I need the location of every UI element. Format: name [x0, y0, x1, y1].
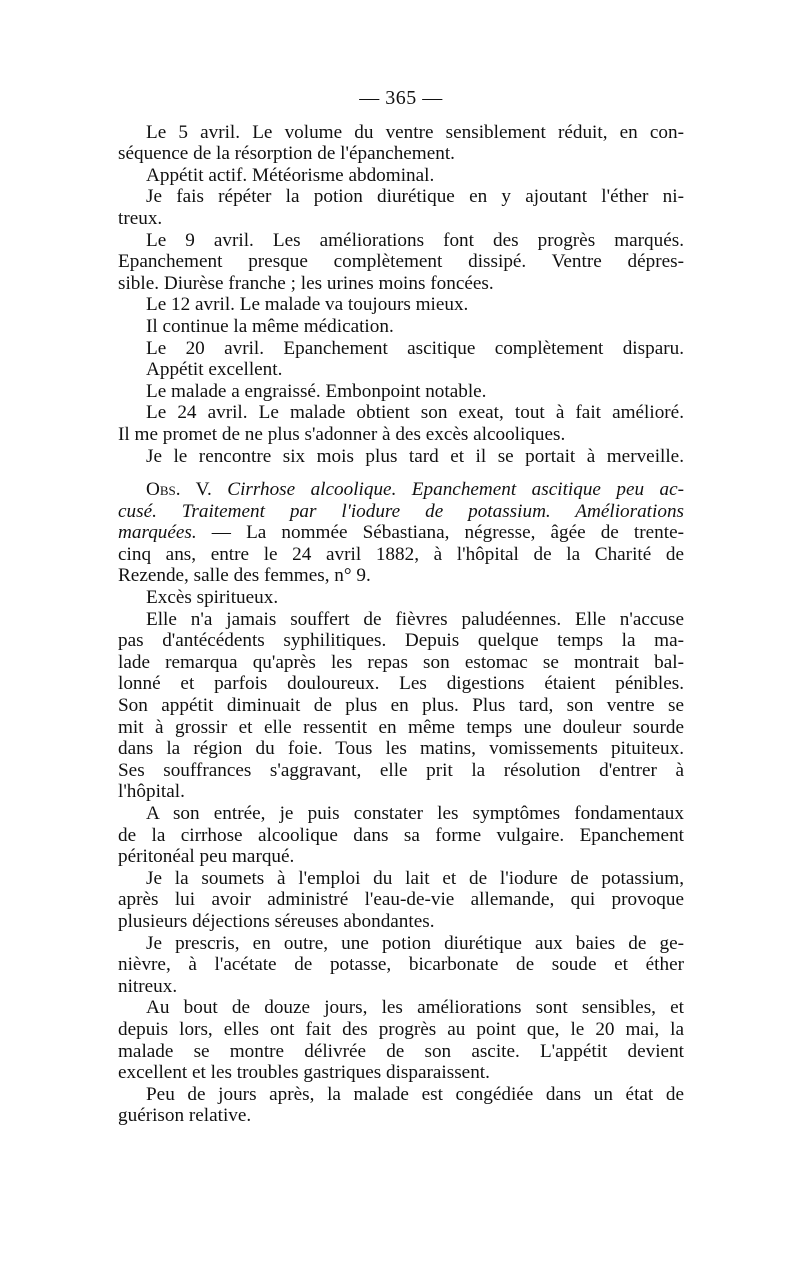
paragraph-block-case-history [118, 544, 684, 1127]
text-line: lade remarqua qu'après les repas son estomac se montrait bal- [118, 651, 684, 673]
observation-title-part-1: Cirrhose alcoolique. Epanchement ascitique peu ac- [227, 479, 685, 501]
paragraph-block-daily-notes [118, 122, 684, 468]
text-line: Je fais répéter la potion diurétique en y ajoutant l'éther ni- [146, 186, 684, 208]
text-line: péritonéal peu marqué. [118, 846, 295, 868]
text-line: pas d'antécédents syphilitiques. Depuis quelque temps la ma- [118, 630, 684, 652]
observation-label: Obs. V. [146, 479, 212, 501]
text-line: guérison relative. [118, 1105, 252, 1127]
text-line: Appétit excellent. [146, 359, 283, 381]
text-line: Peu de jours après, la malade est congédiée dans un état de [146, 1083, 684, 1105]
text-line: l'hôpital. [118, 781, 185, 803]
text-line: malade se montre délivrée de son ascite. L'appétit devient [118, 1040, 684, 1062]
page [118, 88, 684, 1127]
text-line: Ses souffrances s'aggravant, elle prit la résolution d'entrer à [118, 759, 684, 781]
text-line: Appétit actif. Météorisme abdominal. [146, 164, 435, 186]
observation-section [118, 479, 684, 1127]
text-line: nièvre, à l'acétate de potasse, bicarbonate de soude et éther [118, 954, 684, 976]
text-line: Il me promet de ne plus s'adonner à des excès alcooliques. [118, 423, 566, 445]
text-line: excellent et les troubles gastriques disparaissent. [118, 1062, 490, 1084]
observation-heading-line-2 [118, 501, 684, 523]
text-line: mit à grossir et elle ressentit en même temps une douleur sourde [118, 716, 684, 738]
text-line: Le 9 avril. Les améliorations font des progrès marqués. [146, 229, 684, 251]
text-line: Je la soumets à l'emploi du lait et de l'iodure de potassium, [146, 867, 684, 889]
text-line: treux. [118, 207, 163, 229]
text-line: Elle n'a jamais souffert de fièvres paludéennes. Elle n'accuse [146, 608, 684, 630]
text-line: sible. Diurèse franche ; les urines moins foncées. [118, 272, 494, 294]
text-line: Excès spiritueux. [146, 587, 279, 609]
text-line: nitreux. [118, 975, 178, 997]
text-line: Rezende, salle des femmes, n° 9. [118, 565, 371, 587]
text-line: séquence de la résorption de l'épanchement. [118, 143, 455, 165]
text-line: Le 20 avril. Epanchement ascitique complètement disparu. [146, 337, 684, 359]
text-line: Le malade a engraissé. Embonpoint notable. [146, 380, 487, 402]
observation-title-part-2: cusé. Traitement par l'iodure de potassium. Améliorations [118, 500, 684, 522]
text-line: cinq ans, entre le 24 avril 1882, à l'hôpital de la Charité de [118, 543, 684, 565]
text-line: depuis lors, elles ont fait des progrès au point que, le 20 mai, la [118, 1018, 684, 1040]
text-line: Son appétit diminuait de plus en plus. Plus tard, son ventre se [118, 695, 684, 717]
page-number: — 365 — [359, 87, 443, 109]
text-line: Le 12 avril. Le malade va toujours mieux. [146, 294, 469, 316]
text-line: lonné et parfois douloureux. Les digestions étaient pénibles. [118, 673, 684, 695]
text-line: Il continue la même médication. [146, 315, 394, 337]
text-line: Epanchement presque complètement dissipé. Ventre dépres- [118, 251, 684, 273]
text-line: Je le rencontre six mois plus tard et il se portait à merveille. [146, 445, 684, 467]
text-line: plusieurs déjections séreuses abondantes. [118, 910, 435, 932]
observation-heading-line-3 [118, 522, 684, 544]
observation-heading-line-1 [118, 479, 684, 501]
text-line: Au bout de douze jours, les améliorations sont sensibles, et [146, 997, 684, 1019]
text-line: après lui avoir administré l'eau-de-vie allemande, qui provoque [118, 889, 684, 911]
text-line: A son entrée, je puis constater les symptômes fondamentaux [146, 803, 684, 824]
text-line: Je prescris, en outre, une potion diurétique aux baies de ge- [146, 932, 684, 954]
text-line: Le 24 avril. Le malade obtient son exeat, tout à fait amélioré. [146, 402, 684, 424]
text-line: de la cirrhose alcoolique dans sa forme vulgaire. Epanchement [118, 824, 684, 846]
text-line: Le 5 avril. Le volume du ventre sensiblement réduit, en con- [146, 121, 684, 143]
text-line: dans la région du foie. Tous les matins, vomissements pituiteux. [118, 738, 684, 760]
observation-intro-text: — La nommée Sébastiana, négresse, âgée de trente- [196, 522, 684, 544]
observation-title-part-3: marquées. [118, 522, 197, 544]
